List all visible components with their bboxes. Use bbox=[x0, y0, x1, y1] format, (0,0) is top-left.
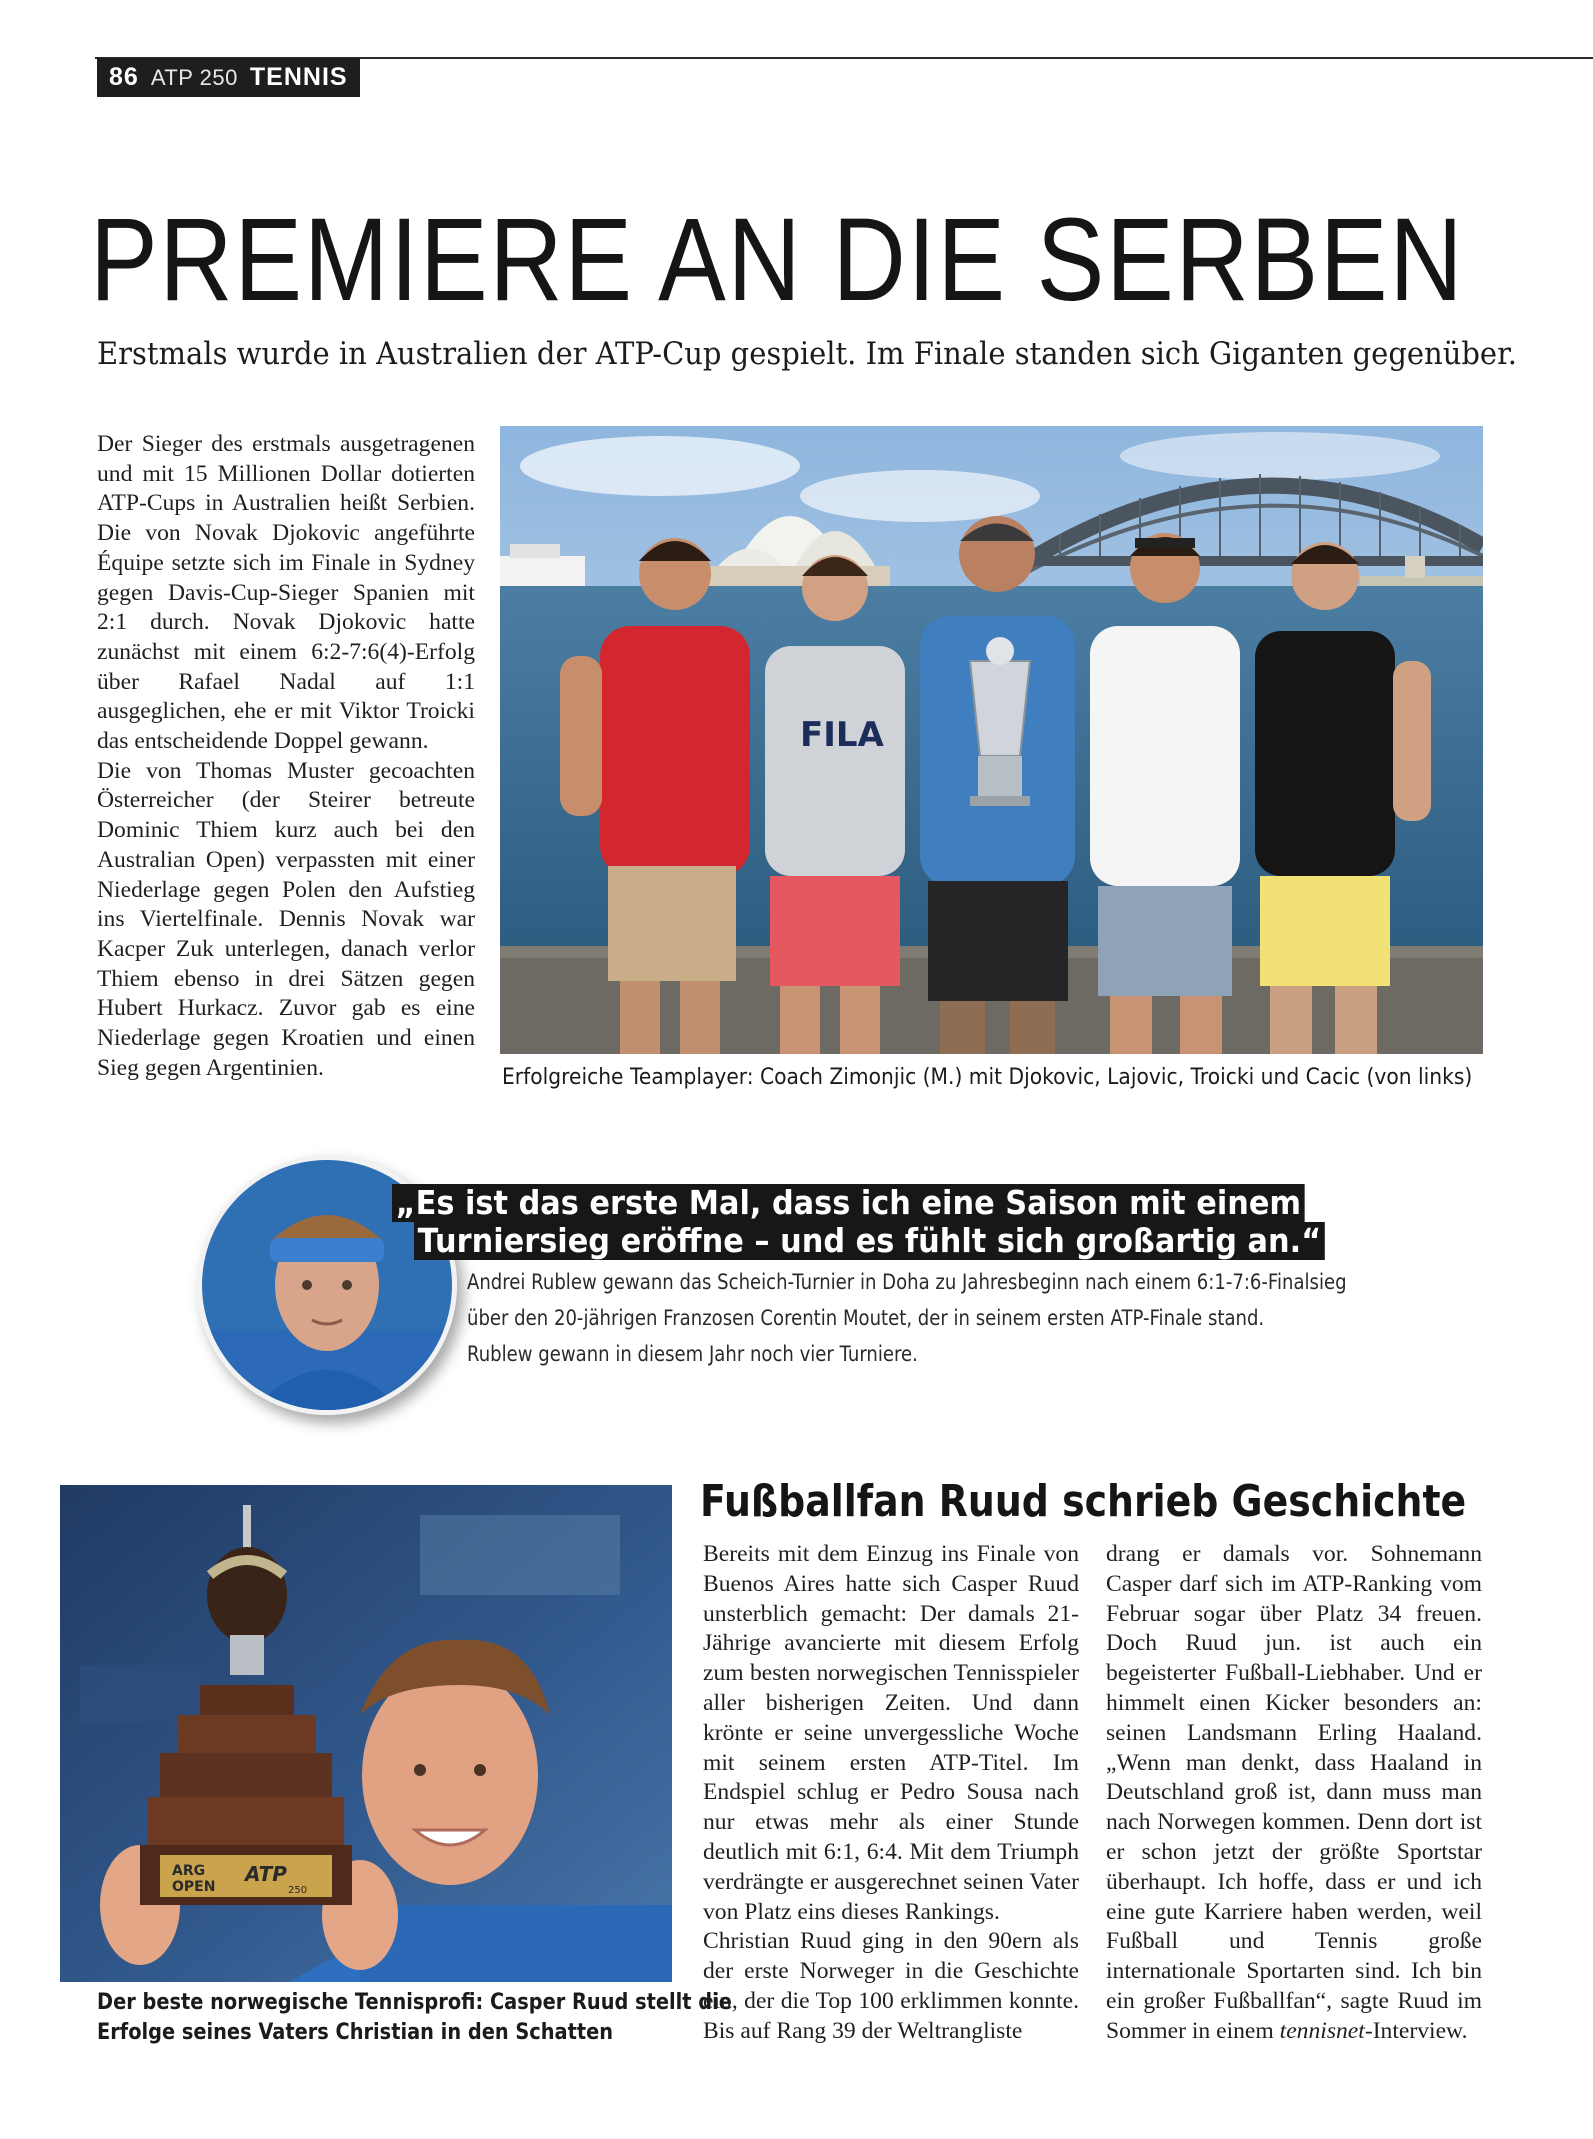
category-label: TENNIS bbox=[249, 63, 348, 91]
trophy-label-arg: ARG bbox=[172, 1863, 206, 1879]
article-2-title: Fußballfan Ruud schrieb Geschichte bbox=[700, 1476, 1467, 1527]
ruud-photo bbox=[60, 1485, 672, 1982]
deck: Erstmals wurde in Australien der ATP-Cup gespielt. Im Finale standen sich Giganten gegenüber. bbox=[97, 336, 1517, 372]
paragraph-text: drang er damals vor. Sohnemann Casper darf sich im ATP-Ranking vom Februar sogar über Platz 34 freuen. Doch Ruud jun. ist auch ein begeisterter Fußball-Liebhaber. Und er himmelt einen Kicker besonders an: seinen Landsmann Erling Haaland. „Wenn man denkt, dass Haaland in Deutschland groß ist, dann muss man nach Norwegen kommen. Denn dort ist er schon jetzt der größte Sportstar überhaupt. Ich hoffe, dass er und ich eine gute Karriere haben werden, weil Fußball und Tennis große internationale Sportarten sind. Ich bin ein großer Fußballfan“, sagte Ruud im Sommer in einem bbox=[1106, 1541, 1482, 2044]
pull-quote bbox=[392, 1184, 1404, 1260]
article-body-1 bbox=[97, 430, 475, 1083]
quote-line-1: „Es ist das erste Mal, dass ich eine Saison mit einem bbox=[392, 1184, 1305, 1222]
quote-body bbox=[467, 1264, 1347, 1372]
paragraph: Der Sieger des erstmals ausgetragenen und mit 15 Millionen Dollar dotierten ATP-Cups in Australien heißt Serbien. Die von Novak Djokovic angeführte Équipe setzte sich im Finale in Sydney gegen Davis-Cup-Sieger Spanien mit 2:1 durch. Novak Djokovic hatte zunächst mit einem 6:2-7:6(4)-Erfolg über Rafael Nadal auf 1:1 ausgeglichen, ehe er mit Viktor Troicki das entscheidende Doppel gewann. bbox=[97, 431, 475, 755]
headline: PREMIERE AN DIE SERBEN bbox=[90, 194, 1465, 326]
article-2-column-2 bbox=[1106, 1540, 1482, 2047]
caption-line: Erfolge seines Vaters Christian in den Schatten bbox=[97, 2020, 614, 2045]
section-tag bbox=[97, 58, 360, 97]
trophy-atp-sub: 250 bbox=[288, 1885, 308, 1896]
quote-body-line: Andrei Rublew gewann das Scheich-Turnier in Doha zu Jahresbeginn nach einem 6:1-7:6-Finalsieg bbox=[467, 1270, 1347, 1294]
paragraph-text: -Interview. bbox=[1364, 2017, 1468, 2044]
trophy-atp-logo: ATP bbox=[245, 1862, 287, 1886]
quote-body-line: Rublew gewann in diesem Jahr noch vier Turniere. bbox=[467, 1342, 918, 1366]
quote-body-line: über den 20-jährigen Franzosen Corentin Moutet, der in seinem ersten ATP-Finale stand. bbox=[467, 1306, 1265, 1330]
publication-name: tennisnet bbox=[1279, 2017, 1365, 2044]
paragraph: Bereits mit dem Einzug ins Finale von Buenos Aires hatte sich Casper Ruud unsterblich gemacht: Der damals 21-Jährige avancierte mit diesem Erfolg zum besten norwegischen Tennisspieler aller bisherigen Zeiten. Und dann krönte er seine unvergessliche Woche mit seinem ersten ATP-Titel. Im Endspiel schlug er Pedro Sousa nach nur etwas mehr als einer Stunde deutlich mit 6:1, 6:4. Mit dem Triumph verdrängte er ausgerechnet seinen Vater von Platz eins dieses Rankings. bbox=[703, 1541, 1079, 1925]
ruud-photo-caption bbox=[97, 1988, 732, 2048]
paragraph: Die von Thomas Muster gecoachten Österreicher (der Steirer betreute Dominic Thiem kurz auch bei den Australian Open) verpassten mit einer Niederlage gegen Polen den Aufstieg ins Viertelfinale. Dennis Novak war Kacper Zuk unterlegen, danach verlor Thiem ebenso in drei Sätzen gegen Hubert Hurkacz. Zuvor gab es eine Niederlage gegen Kroatien und einen Sieg gegen Argentinien. bbox=[97, 757, 475, 1081]
article-2-column-1 bbox=[703, 1540, 1079, 2047]
caption-line: Der beste norwegische Tennisprofi: Casper Ruud stellt die bbox=[97, 1990, 732, 2015]
paragraph: Christian Ruud ging in den 90ern als der erste Norweger in die Geschichte ein, der die Top 100 erklimmen konnte. Bis auf Rang 39 der Weltrangliste bbox=[703, 1928, 1079, 2044]
section-label: ATP 250 bbox=[150, 64, 238, 90]
team-photo bbox=[500, 426, 1483, 1054]
fila-logo: FILA bbox=[800, 715, 884, 755]
trophy-label-open: OPEN bbox=[172, 1879, 216, 1895]
team-photo-caption: Erfolgreiche Teamplayer: Coach Zimonjic (M.) mit Djokovic, Lajovic, Troicki und Cacic (von links) bbox=[502, 1064, 1473, 1090]
page-number: 86 bbox=[109, 63, 139, 91]
quote-line-2: Turniersieg eröffne – und es fühlt sich großartig an.“ bbox=[414, 1222, 1325, 1260]
paragraph bbox=[1106, 1540, 1482, 2047]
